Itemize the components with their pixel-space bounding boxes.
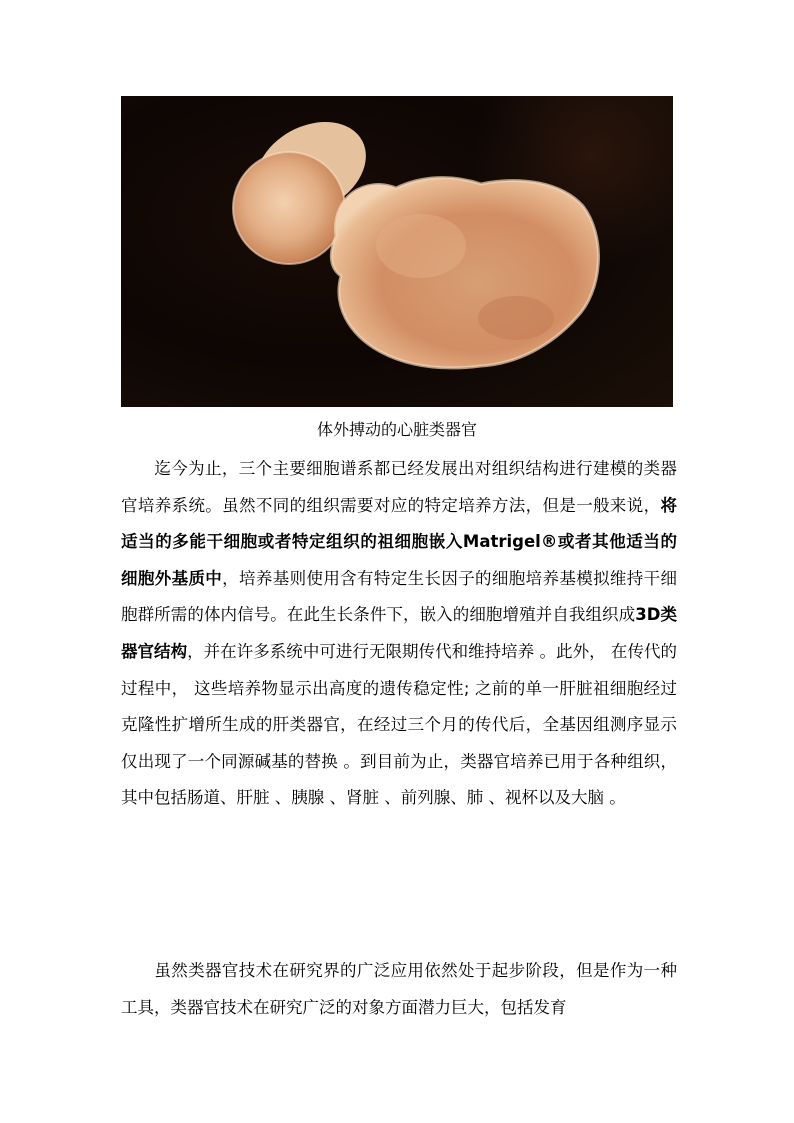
figure-caption: 体外搏动的心脏类器官 [316, 420, 477, 439]
paragraph-text: 虽然类器官技术在研究界的广泛应用依然处于起步阶段，但是作为一种工具，类器官技术在研究广泛的对象方面潜力巨大，包括发育 [121, 961, 677, 1017]
paragraph-text: ，培养基则使用含有特定生长因子的细胞培养基模拟维持干细胞群所需的体内信号。在此生长条件下，嵌入的细胞增殖并自我组织成 [121, 568, 677, 625]
bold-phrase: 将适当的多能干细胞或者特定组织的祖细胞嵌入Matrigel®或者其他适当的细胞外基质中 [121, 495, 677, 588]
heart-organoid-photo [121, 96, 673, 407]
paragraph-text: ，并在许多系统中可进行无限期传代和维持培养 。此外， 在传代的过程中， 这些培养物显示出高度的遗传稳定性; 之前的单一肝脏祖细胞经过克隆性扩增所生成的肝类器官，在经过三个月的传代后，全基因组测序显示仅出现了一个同源碱基的替换 。到目前为止，类器官培养已用于各种组织，其中包括肠道、肝脏 、胰腺 、肾脏 、前列腺、肺 、视杯以及大脑 。 [121, 641, 677, 808]
body-paragraph [121, 451, 677, 817]
bold-phrase: 3D类器官结构 [121, 605, 677, 661]
paragraph-text: 迄今为止，三个主要细胞谱系都已经发展出对组织结构进行建模的类器官培养系统。虽然不同的组织需要对应的特定培养方法，但是一般来说， [121, 459, 677, 515]
body-paragraph [121, 953, 677, 1026]
